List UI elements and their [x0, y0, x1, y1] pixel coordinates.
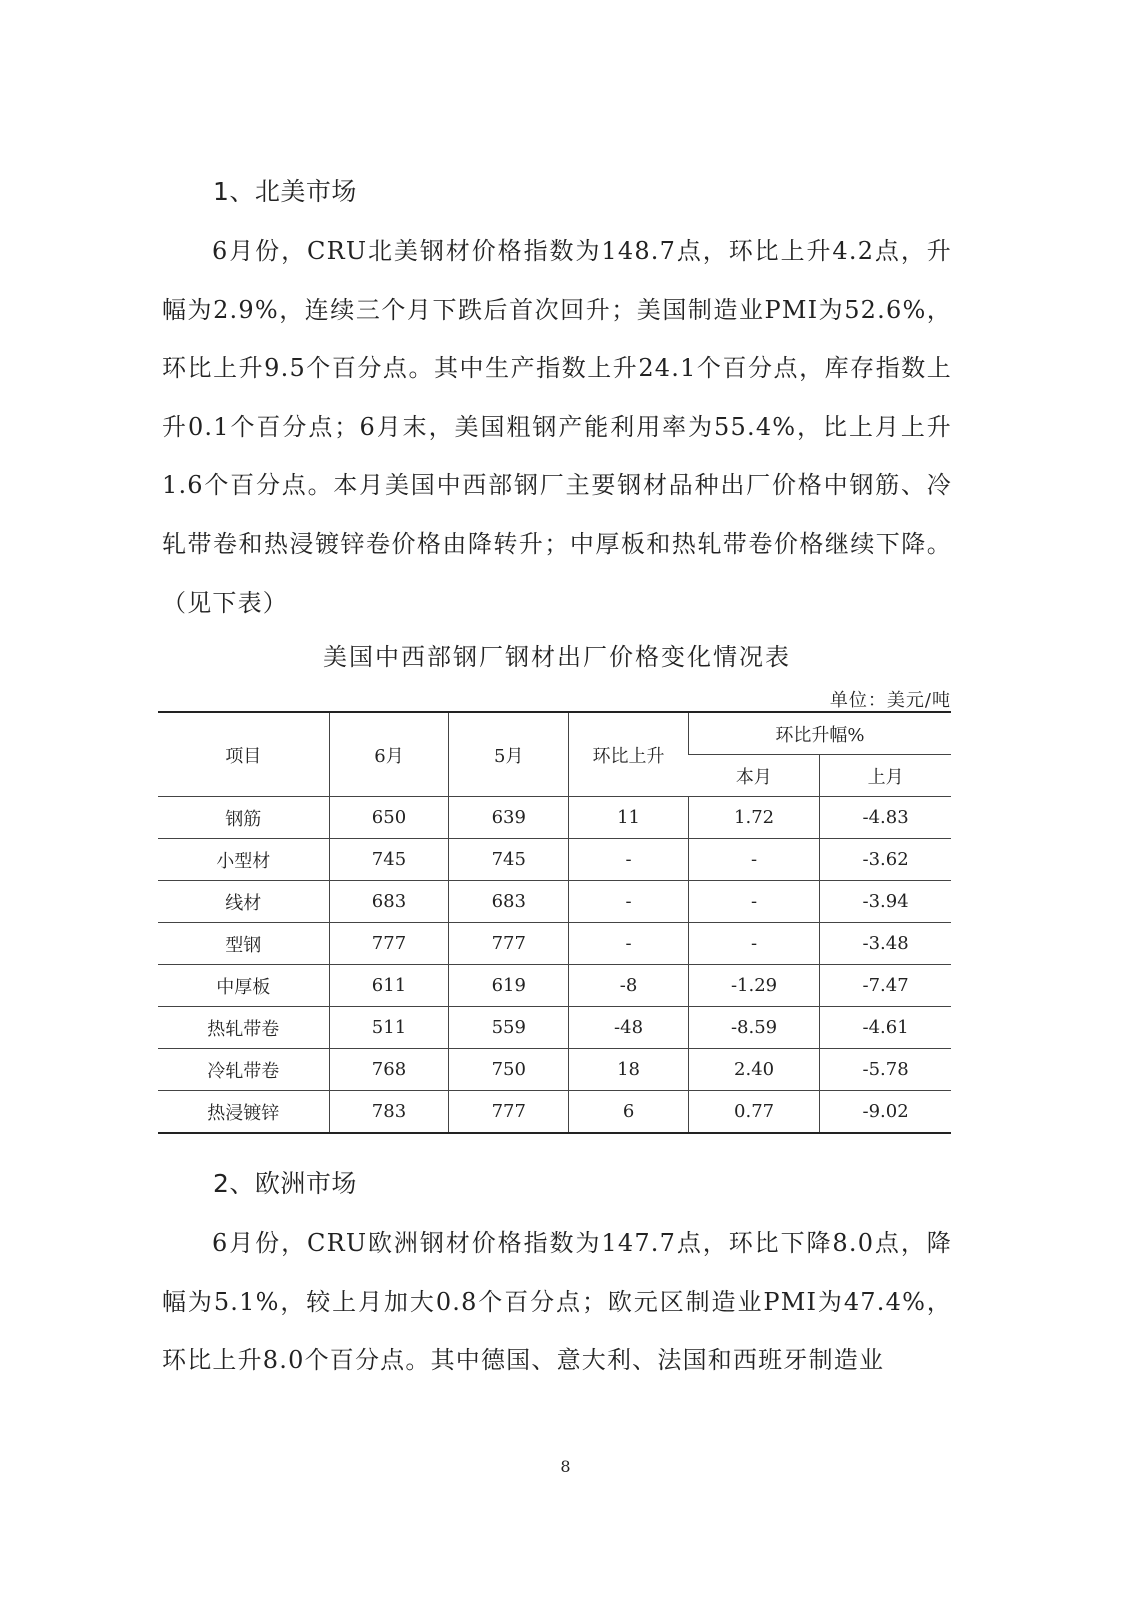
cell-june: 650 — [329, 797, 449, 839]
cell-rise: - — [569, 839, 689, 881]
cell-may: 750 — [449, 1049, 569, 1091]
cell-this-month: - — [688, 881, 819, 923]
cell-item: 热浸镀锌 — [158, 1091, 329, 1134]
price-table — [158, 711, 951, 1134]
cell-last-month: -3.62 — [820, 839, 951, 881]
cell-last-month: -5.78 — [820, 1049, 951, 1091]
header-mom-pct: 环比升幅% — [688, 712, 951, 755]
cell-item: 型钢 — [158, 923, 329, 965]
cell-june: 777 — [329, 923, 449, 965]
cell-june: 683 — [329, 881, 449, 923]
cell-last-month: -9.02 — [820, 1091, 951, 1134]
cell-this-month: - — [688, 923, 819, 965]
header-may: 5月 — [449, 712, 569, 797]
cell-last-month: -3.48 — [820, 923, 951, 965]
cell-may: 777 — [449, 1091, 569, 1134]
cell-this-month: - — [688, 839, 819, 881]
cell-item: 钢筋 — [158, 797, 329, 839]
table-row — [158, 797, 951, 839]
cell-last-month: -4.83 — [820, 797, 951, 839]
cell-last-month: -3.94 — [820, 881, 951, 923]
cell-this-month: 2.40 — [688, 1049, 819, 1091]
cell-rise: - — [569, 881, 689, 923]
cell-item: 中厚板 — [158, 965, 329, 1007]
cell-may: 745 — [449, 839, 569, 881]
cell-this-month: -8.59 — [688, 1007, 819, 1049]
header-last-month: 上月 — [820, 755, 951, 797]
cell-item: 热轧带卷 — [158, 1007, 329, 1049]
header-item: 项目 — [158, 712, 329, 797]
header-june: 6月 — [329, 712, 449, 797]
cell-may: 777 — [449, 923, 569, 965]
cell-item: 小型材 — [158, 839, 329, 881]
cell-this-month: 0.77 — [688, 1091, 819, 1134]
table-row — [158, 1091, 951, 1134]
cell-may: 639 — [449, 797, 569, 839]
cell-this-month: 1.72 — [688, 797, 819, 839]
cell-rise: 18 — [569, 1049, 689, 1091]
section-heading-north-america: 1、北美市场 — [213, 177, 357, 206]
cell-june: 783 — [329, 1091, 449, 1134]
cell-june: 745 — [329, 839, 449, 881]
cell-last-month: -4.61 — [820, 1007, 951, 1049]
table-row — [158, 839, 951, 881]
cell-rise: 11 — [569, 797, 689, 839]
cell-rise: 6 — [569, 1091, 689, 1134]
cell-june: 768 — [329, 1049, 449, 1091]
europe-paragraph: 6月份，CRU欧洲钢材价格指数为147.7点，环比下降8.0点，降幅为5.1%，较上月加大0.8个百分点；欧元区制造业PMI为47.4%，环比上升8.0个百分点。其中德国、意大利、法国和西班牙制造业 — [162, 1229, 952, 1375]
table-title: 美国中西部钢厂钢材出厂价格变化情况表 — [323, 643, 791, 671]
table-row — [158, 965, 951, 1007]
cell-this-month: -1.29 — [688, 965, 819, 1007]
cell-rise: -8 — [569, 965, 689, 1007]
table-row — [158, 1049, 951, 1091]
cell-june: 511 — [329, 1007, 449, 1049]
table-header-row — [158, 712, 951, 755]
table-unit: 单位：美元/吨 — [829, 690, 951, 711]
header-this-month: 本月 — [688, 755, 819, 797]
cell-last-month: -7.47 — [820, 965, 951, 1007]
cell-may: 559 — [449, 1007, 569, 1049]
cell-rise: -48 — [569, 1007, 689, 1049]
cell-june: 611 — [329, 965, 449, 1007]
table-row — [158, 881, 951, 923]
cell-may: 683 — [449, 881, 569, 923]
page-number: 8 — [560, 1457, 571, 1476]
cell-item: 线材 — [158, 881, 329, 923]
header-mom-rise: 环比上升 — [569, 712, 689, 797]
cell-item: 冷轧带卷 — [158, 1049, 329, 1091]
section-heading-europe: 2、欧洲市场 — [213, 1169, 357, 1198]
cell-may: 619 — [449, 965, 569, 1007]
north-america-paragraph: 6月份，CRU北美钢材价格指数为148.7点，环比上升4.2点，升幅为2.9%，连续三个月下跌后首次回升；美国制造业PMI为52.6%，环比上升9.5个百分点。其中生产指数上升24.1个百分点，库存指数上升0.1个百分点；6月末，美国粗钢产能利用率为55.4%，比上月上升1.6个百分点。本月美国中西部钢厂主要钢材品种出厂价格中钢筋、冷轧带卷和热浸镀锌卷价格由降转升；中厚板和热轧带卷价格继续下降。（见下表） — [162, 237, 952, 617]
cell-rise: - — [569, 923, 689, 965]
table-row — [158, 923, 951, 965]
table-row — [158, 1007, 951, 1049]
